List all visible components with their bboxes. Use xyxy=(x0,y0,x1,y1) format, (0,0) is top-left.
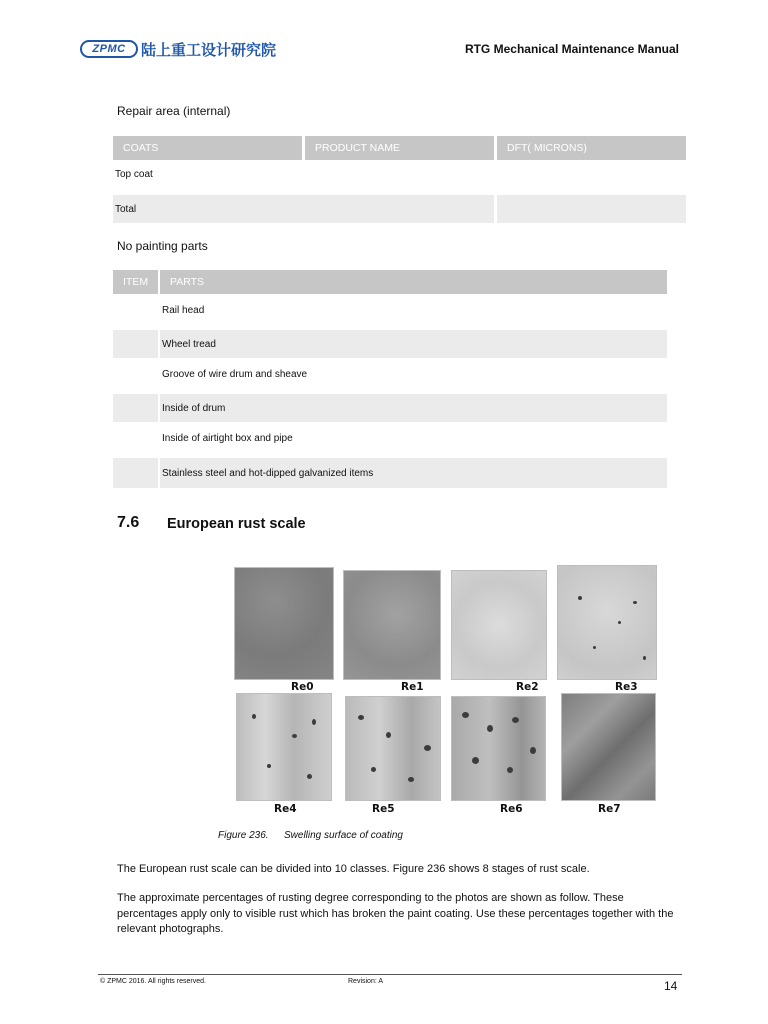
table-cell-part: Wheel tread xyxy=(160,330,667,358)
zpmc-logo xyxy=(80,38,276,60)
rust-label-re7: Re7 xyxy=(598,803,621,815)
rust-photo-re3 xyxy=(557,565,657,680)
section-number: 7.6 xyxy=(117,514,140,531)
col-header-parts: PARTS xyxy=(160,270,667,294)
table-cell-part: Stainless steel and hot-dipped galvanized items xyxy=(160,458,667,488)
logo-badge: ZPMC xyxy=(80,40,138,58)
table-cell-item xyxy=(113,394,158,422)
table-cell-item xyxy=(113,458,158,488)
table-cell-item xyxy=(113,296,158,324)
col-header-dft: DFT( MICRONS) xyxy=(497,136,686,160)
footer-copyright: © ZPMC 2016. All rights reserved. xyxy=(100,978,206,985)
table-cell-dft xyxy=(497,195,686,223)
col-header-product-name: PRODUCT NAME xyxy=(305,136,494,160)
rust-photo-re0 xyxy=(234,567,334,680)
rust-photo-re1 xyxy=(343,570,441,680)
footer-revision: Revision: A xyxy=(348,978,384,985)
table-cell-part: Groove of wire drum and sheave xyxy=(162,368,308,380)
table-cell-dft xyxy=(497,162,686,186)
rust-photo-re7 xyxy=(561,693,656,801)
table-cell-part: Inside of drum xyxy=(160,394,667,422)
rust-label-re4: Re4 xyxy=(274,803,297,815)
rust-label-re6: Re6 xyxy=(500,803,523,815)
section-heading: European rust scale xyxy=(167,516,306,532)
table-cell-item xyxy=(113,330,158,358)
paragraph-rust-classes: The European rust scale can be divided into 10 classes. Figure 236 shows 8 stages of rust scale. xyxy=(117,863,590,875)
table-cell-item xyxy=(113,360,158,388)
rust-photo-re4 xyxy=(236,693,332,801)
rust-label-re0: Re0 xyxy=(291,681,314,693)
col-header-coats: COATS xyxy=(113,136,302,160)
table-cell-coat: Top coat xyxy=(115,168,153,180)
rust-label-re1: Re1 xyxy=(401,681,424,693)
footer-divider xyxy=(98,974,682,975)
document-title: RTG Mechanical Maintenance Manual xyxy=(464,42,679,56)
paragraph-rust-percentages: The approximate percentages of rusting degree corresponding to the photos are shown as follow. These percentages apply only to visible rust which has broken the paint coating. Use these percentages together with the relevant photographs. xyxy=(117,892,674,935)
rust-label-re2: Re2 xyxy=(516,681,539,693)
table-cell-coat: Total xyxy=(113,195,494,223)
figure-caption-text: Swelling surface of coating xyxy=(284,830,403,841)
rust-photo-re2 xyxy=(451,570,547,680)
no-painting-parts-label: No painting parts xyxy=(117,239,208,253)
page-number: 14 xyxy=(664,979,678,993)
rust-label-re3: Re3 xyxy=(615,681,638,693)
table-cell-part: Rail head xyxy=(162,304,205,316)
logo-chinese-name: 陆上重工设计研究院 xyxy=(141,41,277,59)
figure-caption-number: Figure 236. xyxy=(218,830,269,841)
repair-area-label: Repair area (internal) xyxy=(117,104,231,118)
table-cell-item xyxy=(113,424,158,452)
rust-photo-re6 xyxy=(451,696,546,801)
table-cell-part: Inside of airtight box and pipe xyxy=(162,432,293,444)
rust-label-re5: Re5 xyxy=(372,803,395,815)
col-header-item: ITEM xyxy=(113,270,158,294)
rust-photo-re5 xyxy=(345,696,441,801)
